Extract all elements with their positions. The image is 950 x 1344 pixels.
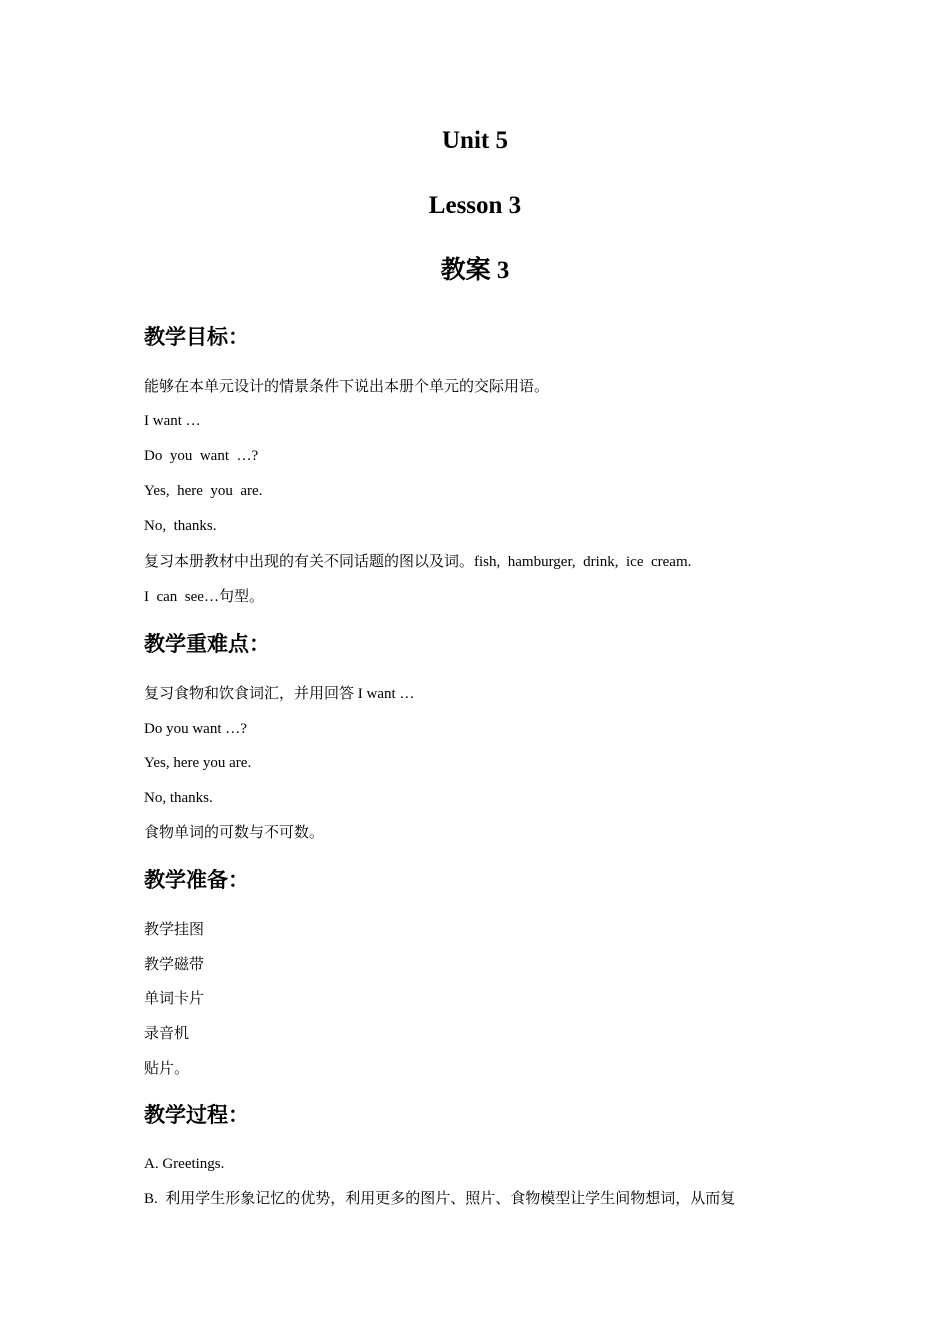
key-points-line: No, thanks. [144, 790, 213, 806]
key-points-line: 食物单词的可数与不可数。 [144, 825, 325, 841]
process-heading: 教学过程： [144, 1103, 249, 1127]
key-points-heading: 教学重难点： [144, 632, 270, 656]
preparation-line: 单词卡片 [144, 991, 205, 1007]
unit-title: Unit 5 [442, 127, 508, 154]
preparation-line: 贴片。 [144, 1061, 190, 1077]
key-points-line: 复习食物和饮食词汇，并用回答 I want … [144, 686, 415, 702]
plan-title: 教案 3 [440, 257, 510, 284]
objectives-line: 复习本册教材中出现的有关不同话题的图以及词。fish, hamburger, drink, ice cream. [144, 554, 692, 570]
preparation-heading: 教学准备： [144, 868, 249, 892]
key-points-line: Do you want …? [144, 721, 247, 737]
process-line: A. Greetings. [144, 1156, 225, 1172]
preparation-line: 教学磁带 [144, 957, 205, 973]
objectives-line: I want … [144, 413, 201, 429]
objectives-line: 能够在本单元设计的情景条件下说出本册个单元的交际用语。 [144, 379, 550, 395]
lesson-title: Lesson 3 [428, 192, 522, 219]
objectives-line: Yes, here you are. [144, 483, 263, 499]
preparation-line: 教学挂图 [144, 922, 205, 938]
objectives-line: No, thanks. [144, 518, 217, 534]
objectives-line: I can see…句型。 [144, 589, 264, 605]
key-points-line: Yes, here you are. [144, 755, 252, 771]
objectives-line: Do you want …? [144, 448, 259, 464]
objectives-heading: 教学目标： [144, 325, 249, 349]
process-line: B. 利用学生形象记忆的优势，利用更多的图片、照片、食物模型让学生间物想词，从而复 [144, 1191, 736, 1207]
preparation-line: 录音机 [144, 1026, 190, 1042]
